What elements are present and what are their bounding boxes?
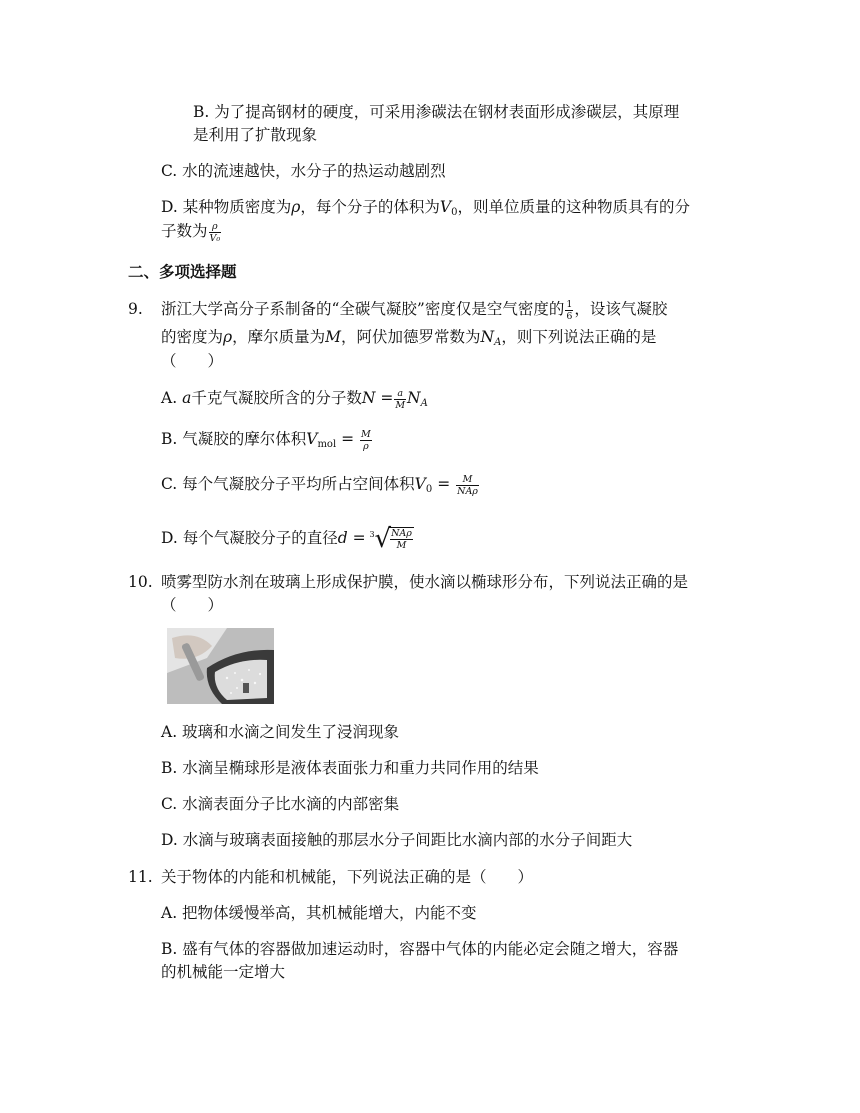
q9-number: 9. bbox=[128, 300, 143, 318]
q9-option-b bbox=[161, 428, 373, 456]
q9-NA: N bbox=[480, 328, 495, 346]
q9-stem-line2 bbox=[161, 326, 656, 354]
q8-d-fraction bbox=[209, 221, 222, 244]
q9-stem-line1 bbox=[161, 298, 667, 322]
q8-d-V: V bbox=[439, 198, 452, 216]
q9-a-text: 千克气凝胶所含的分子数 bbox=[191, 389, 362, 407]
q9-answer-blank: （ ） bbox=[161, 352, 224, 370]
q8-option-d-line2 bbox=[161, 220, 222, 244]
q9-a-fnum: a bbox=[394, 388, 406, 400]
q8-d-V-sub: 0 bbox=[451, 207, 458, 218]
q9-option-c bbox=[161, 473, 480, 501]
q9-b-fraction bbox=[360, 429, 372, 452]
q8-option-b-line1: B. 为了提高钢材的硬度，可采用渗碳法在钢材表面形成渗碳层，其原理 bbox=[193, 103, 680, 121]
q9-d-cube-root bbox=[371, 526, 414, 552]
q10-number: 10. bbox=[128, 573, 153, 591]
q10-option-a: A. 玻璃和水滴之间发生了浸润现象 bbox=[161, 723, 400, 741]
q9-stem-text5: ，阿伏加德罗常数为 bbox=[341, 328, 481, 346]
radical-sign-icon: √ bbox=[374, 524, 392, 554]
q8-d-text3: ，则单位质量的这种物质具有的分 bbox=[457, 198, 690, 216]
q10-option-b: B. 水滴呈椭球形是液体表面张力和重力共同作用的结果 bbox=[161, 759, 539, 777]
q9-d-fnum: NAρ bbox=[391, 528, 412, 540]
q9-d-text: D. 每个气凝胶分子的直径 bbox=[161, 529, 338, 547]
q8-d-rho: ρ bbox=[291, 198, 301, 216]
q9-b-V-sub: mol bbox=[317, 439, 337, 450]
q8-option-c: C. 水的流速越快，水分子的热运动越剧烈 bbox=[161, 162, 446, 180]
q9-c-V: V bbox=[414, 475, 426, 493]
q9-option-d bbox=[161, 526, 414, 552]
q9-a-fden: M bbox=[395, 399, 406, 411]
q11-option-a: A. 把物体缓慢举高，其机械能增大，内能不变 bbox=[161, 904, 477, 922]
q9-stem-text6: ，则下列说法正确的是 bbox=[501, 328, 657, 346]
q8-option-d-line1 bbox=[161, 196, 690, 224]
q8-d-text4: 子数为 bbox=[161, 222, 208, 240]
q9-d-fraction bbox=[390, 528, 413, 551]
q11-option-b-line1: B. 盛有气体的容器做加速运动时，容器中气体的内能必定会随之增大，容器 bbox=[161, 940, 679, 958]
q9-a-NA-sub: A bbox=[420, 398, 428, 409]
q8-d-frac-den: V₀ bbox=[209, 232, 221, 244]
q10-answer-blank: （ ） bbox=[161, 596, 224, 614]
q9-stem-text2: ，设该气凝胶 bbox=[574, 300, 668, 318]
q9-b-text: B. 气凝胶的摩尔体积 bbox=[161, 430, 307, 448]
q9-c-fden: NAρ bbox=[457, 485, 478, 497]
q11-number: 11. bbox=[128, 868, 153, 886]
q9-a-NA: N bbox=[407, 389, 421, 407]
q10-option-c: C. 水滴表面分子比水滴的内部密集 bbox=[161, 795, 400, 813]
q9-c-text: C. 每个气凝胶分子平均所占空间体积 bbox=[161, 475, 415, 493]
q9-stem-text1: 浙江大学高分子系制备的“全碳气凝胶”密度仅是空气密度的 bbox=[161, 300, 565, 318]
section-heading: 二、多项选择题 bbox=[128, 262, 237, 281]
q9-c-eq: = bbox=[437, 475, 451, 493]
q8-d-frac-num: ρ bbox=[209, 221, 222, 233]
q9-d-root-index: 3 bbox=[369, 530, 375, 539]
q9-stem-text4: ，摩尔质量为 bbox=[232, 328, 326, 346]
q8-option-b-line2: 是利用了扩散现象 bbox=[193, 126, 318, 144]
q9-rho: ρ bbox=[223, 328, 233, 346]
q9-NA-sub: A bbox=[494, 337, 502, 348]
q9-b-V: V bbox=[306, 430, 318, 448]
q9-a-var: a bbox=[182, 389, 192, 407]
q9-a-fraction bbox=[394, 388, 406, 411]
q11-option-b-line2: 的机械能一定增大 bbox=[161, 963, 286, 981]
q9-c-fnum: M bbox=[456, 474, 479, 486]
q10-stem-line1: 喷雾型防水剂在玻璃上形成保护膜，使水滴以椭球形分布，下列说法正确的是 bbox=[161, 573, 689, 591]
q9-d-var: d = bbox=[337, 529, 366, 547]
q9-stem-text3: 的密度为 bbox=[161, 328, 224, 346]
q9-b-fden: ρ bbox=[363, 440, 369, 452]
q9-M: M bbox=[325, 328, 342, 346]
q9-b-fnum: M bbox=[361, 428, 371, 440]
q8-d-text1: D. 某种物质密度为 bbox=[161, 198, 292, 216]
q8-d-text2: ，每个分子的体积为 bbox=[300, 198, 440, 216]
q9-frac-den: 6 bbox=[566, 310, 573, 322]
q9-c-V-sub: 0 bbox=[425, 484, 433, 495]
q9-a-eq: N = bbox=[361, 389, 394, 407]
q9-fraction-1-6 bbox=[565, 299, 573, 322]
q9-b-eq: = bbox=[341, 430, 355, 448]
q9-c-fraction bbox=[456, 474, 479, 497]
spray-on-mirror-photo bbox=[167, 628, 274, 704]
q10-option-d: D. 水滴与玻璃表面接触的那层水分子间距比水滴内部的水分子间距大 bbox=[161, 831, 633, 849]
q11-stem: 关于物体的内能和机械能，下列说法正确的是（ ） bbox=[161, 868, 534, 886]
q9-option-a bbox=[161, 387, 428, 415]
q9-frac-num: 1 bbox=[566, 298, 573, 310]
q9-d-fden: M bbox=[396, 540, 407, 552]
q9-a-label: A. bbox=[161, 389, 183, 407]
